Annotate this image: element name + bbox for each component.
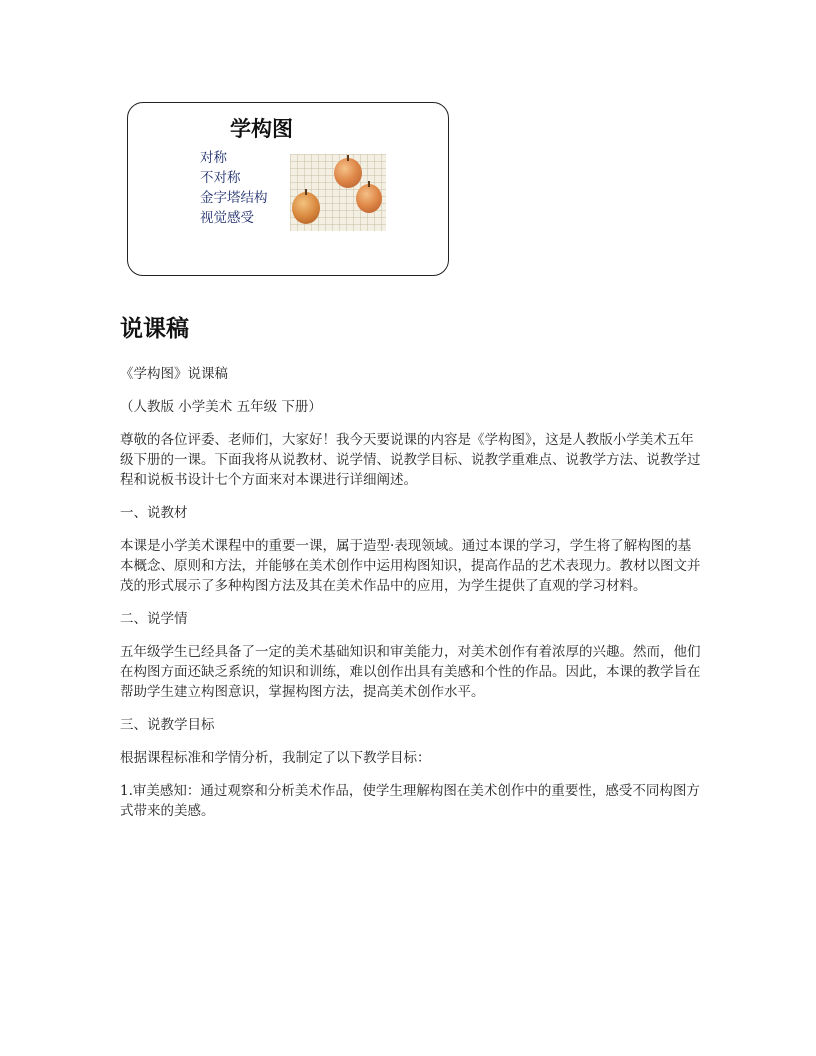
body-paragraph: 本课是小学美术课程中的重要一课，属于造型·表现领域。通过本课的学习，学生将了解构图的基本概念、原则和方法，并能够在美术创作中运用构图知识，提高作品的艺术表现力。教材以图文并茂的形式展示了多种构图方法及其在美术作品中的应用，为学生提供了直观的学习材料。 — [120, 538, 701, 594]
section-heading: 一、说教材 — [120, 505, 188, 521]
intro-paragraph: 尊敬的各位评委、老师们，大家好！我今天要说课的内容是《学构图》，这是人教版小学美术五年级下册的一课。下面我将从说教材、说学情、说教学目标、说教学重难点、说教学方法、说教学过程和说板书设计七个方面来对本课进行详细阐述。 — [120, 432, 701, 488]
apple-illustration — [356, 184, 382, 213]
card-topic-list — [200, 148, 268, 228]
card-title: 学构图 — [230, 117, 293, 141]
document-body — [120, 364, 702, 834]
card-topic-item: 不对称 — [200, 170, 241, 186]
edition-line: （人教版 小学美术 五年级 下册） — [120, 399, 322, 415]
apples-photo — [290, 154, 386, 231]
lesson-card — [127, 102, 449, 276]
apple-illustration — [334, 158, 362, 188]
apple-illustration — [292, 192, 320, 224]
body-paragraph: 1.审美感知：通过观察和分析美术作品，使学生理解构图在美术创作中的重要性，感受不同构图方式带来的美感。 — [120, 783, 700, 819]
card-topic-item: 金字塔结构 — [200, 190, 268, 206]
card-topic-item: 对称 — [200, 150, 227, 166]
body-paragraph: 五年级学生已经具备了一定的美术基础知识和审美能力，对美术创作有着浓厚的兴趣。然而，他们在构图方面还缺乏系统的知识和训练，难以创作出具有美感和个性的作品。因此，本课的教学旨在帮助学生建立构图意识，掌握构图方法，提高美术创作水平。 — [120, 644, 701, 700]
body-paragraph: 根据课程标准和学情分析，我制定了以下教学目标： — [120, 750, 431, 766]
doc-title-line: 《学构图》说课稿 — [120, 366, 228, 382]
section-heading: 二、说学情 — [120, 611, 188, 627]
card-topic-item: 视觉感受 — [200, 210, 254, 226]
section-heading: 三、说教学目标 — [120, 717, 215, 733]
page-heading: 说课稿 — [120, 316, 189, 342]
